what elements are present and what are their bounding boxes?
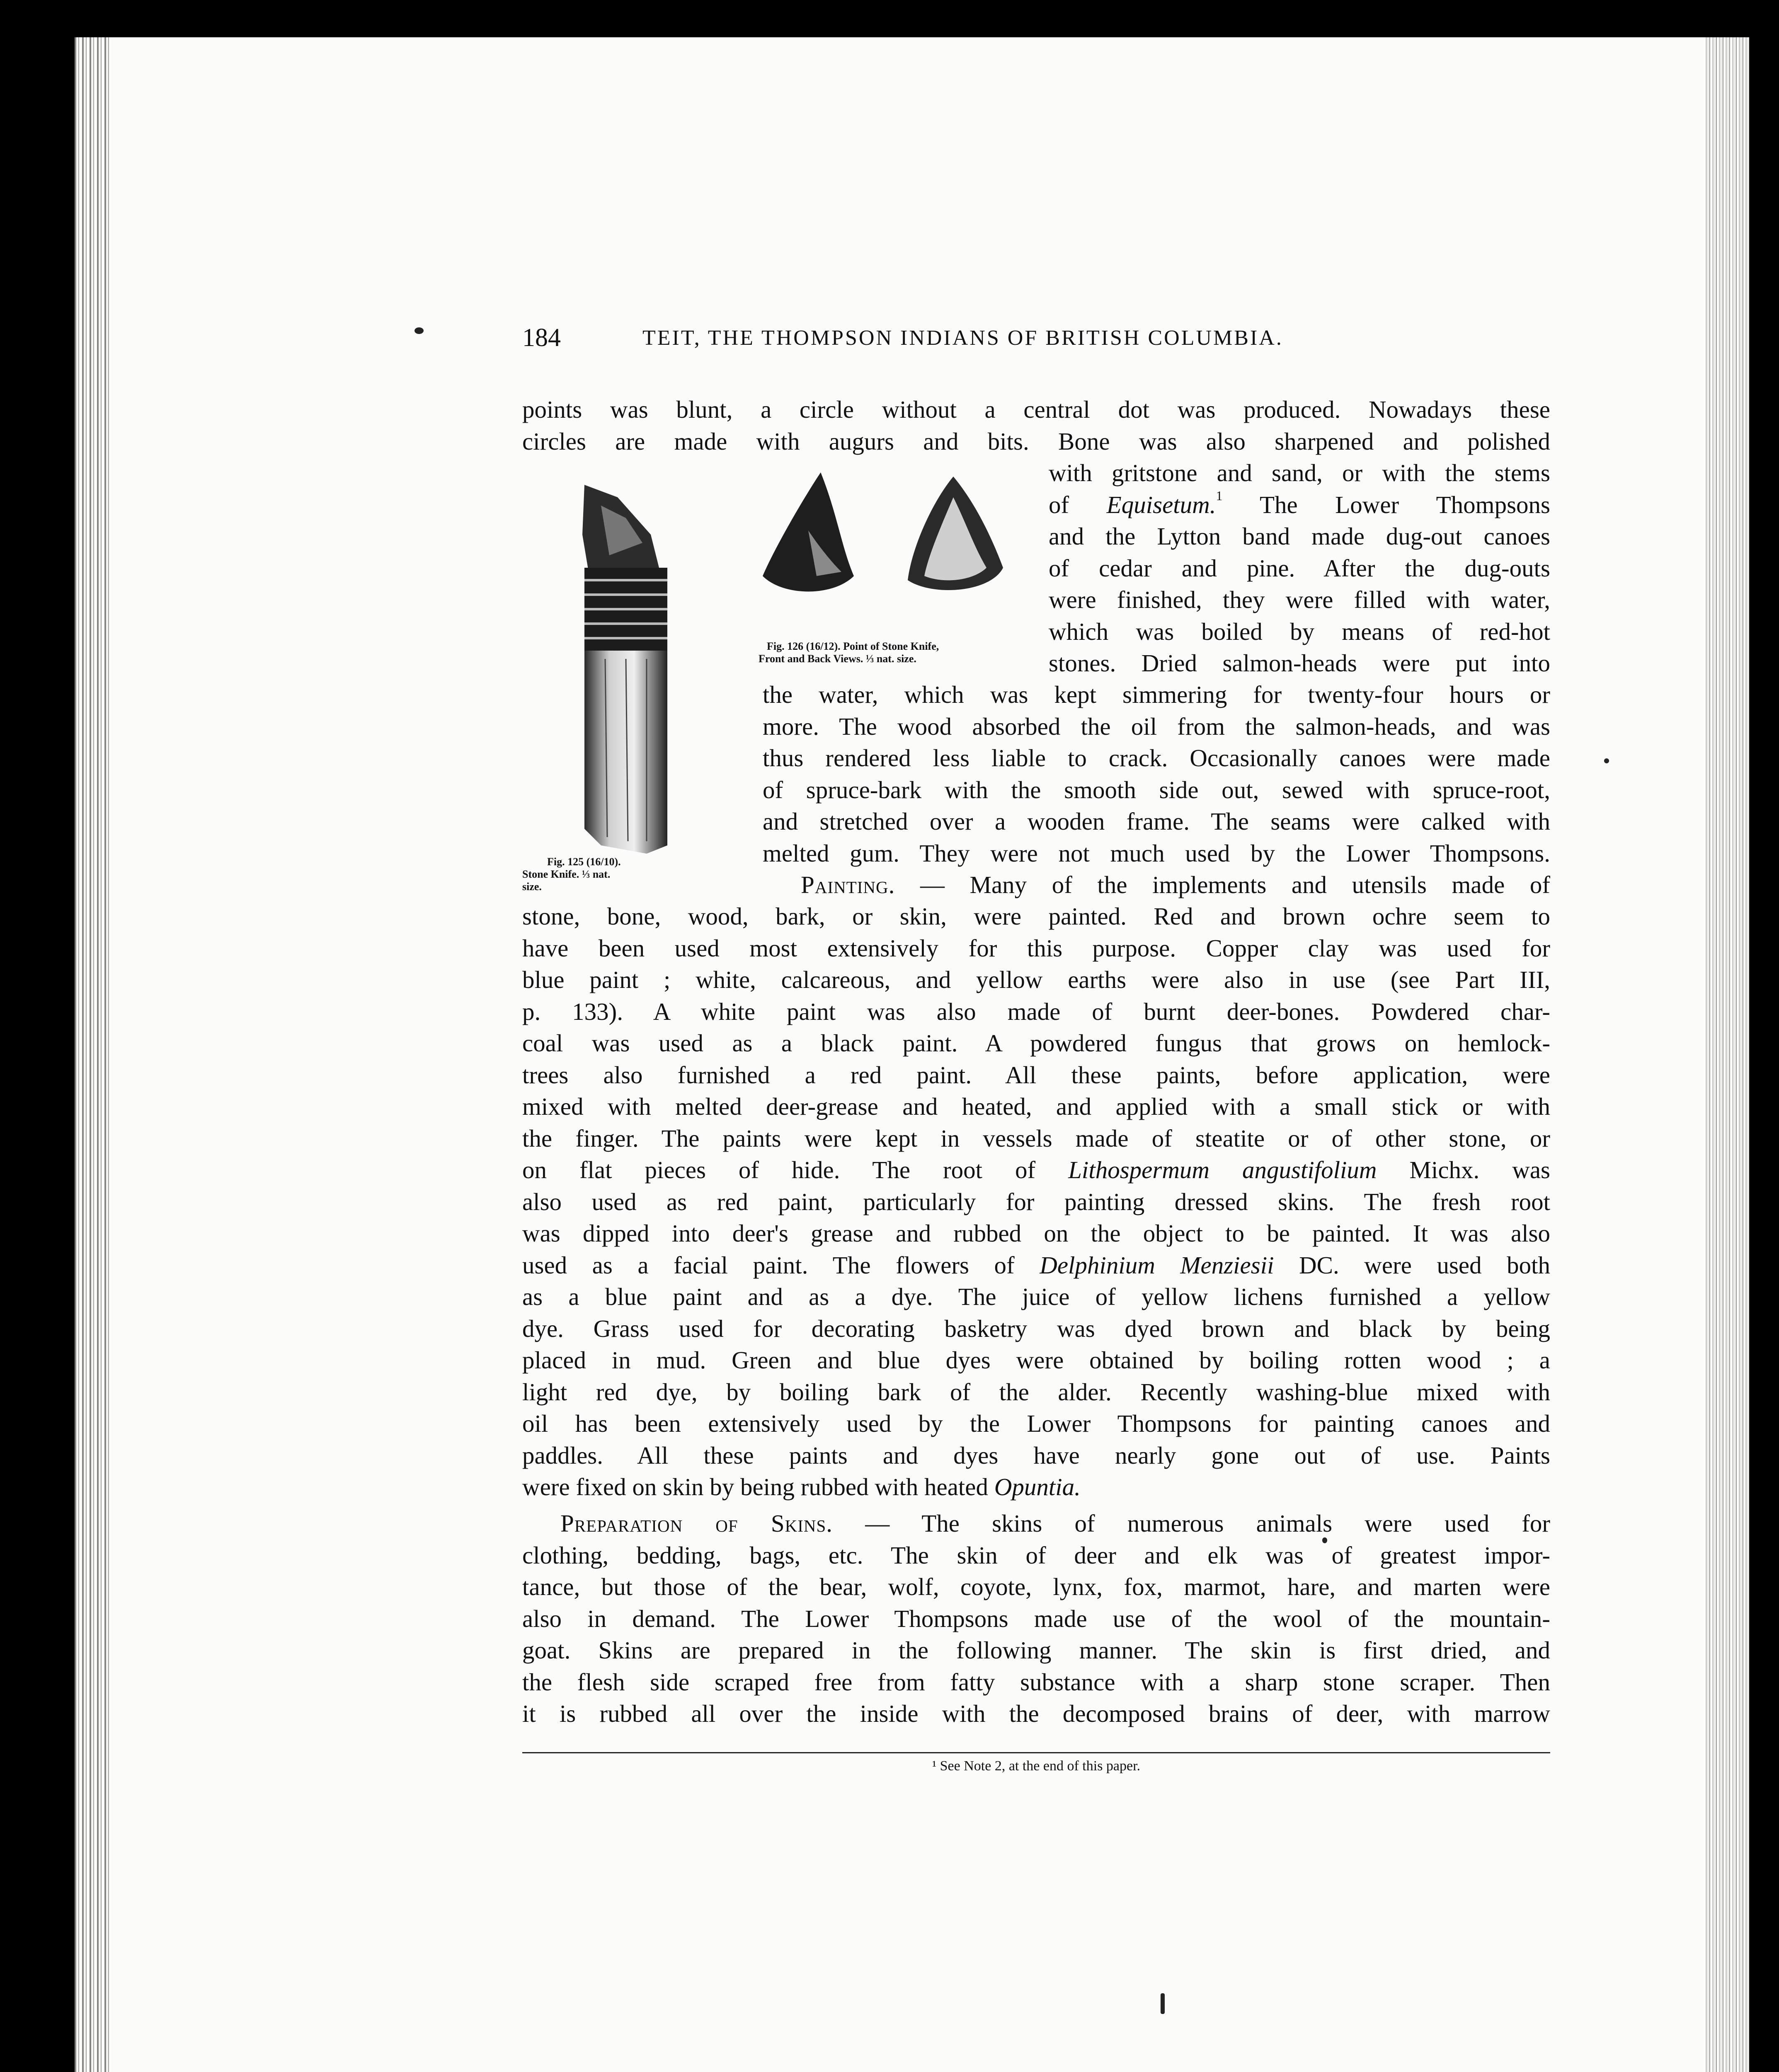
text-line: on flat pieces of hide. The root of Lithospermum angustifolium Michx. was <box>522 1156 1551 1184</box>
text-line: as a blue paint and as a dye. The juice of yellow lichens furnished a yellow <box>522 1283 1550 1310</box>
text-line: trees also furnished a red paint. All these paints, before application, were <box>522 1061 1550 1089</box>
text-line: have been used most extensively for this purpose. Copper clay was used for <box>522 934 1550 962</box>
paragraph-painting <box>522 900 1550 1503</box>
text-line: more. The wood absorbed the oil from the salmon-heads, and was <box>763 712 1550 740</box>
footnote: ¹ See Note 2, at the end of this paper. <box>932 1758 1141 1774</box>
text-line: the flesh side scraped free from fatty substance with a sharp stone scraper. Then <box>522 1668 1550 1696</box>
text-line: melted gum. They were not much used by the Lower Thompsons. <box>763 839 1550 867</box>
paragraph-intro <box>522 394 1550 457</box>
section-heading-painting: Painting. <box>801 871 895 898</box>
figure-125-caption-line: Stone Knife. ⅓ nat. <box>522 868 611 880</box>
figure-125-caption-line: size. <box>522 881 542 893</box>
page-number: 184 <box>522 324 561 352</box>
text-line: also in demand. The Lower Thompsons made use of the wool of the mountain- <box>522 1605 1550 1632</box>
text-line: stones. Dried salmon-heads were put into <box>1049 649 1550 677</box>
section-heading-skins: Preparation of Skins. <box>560 1510 833 1537</box>
paragraph-skins <box>522 1508 1550 1730</box>
paragraph-canoes <box>763 679 1550 901</box>
figure-126-caption-line: Fig. 126 (16/12). Point of Stone Knife, <box>767 640 939 652</box>
scan-edge-left <box>75 37 112 2072</box>
text-line: the finger. The paints were kept in vessels made of steatite or of other stone, or <box>522 1124 1550 1152</box>
text-line: which was boiled by means of red-hot <box>1049 617 1550 645</box>
text-line: mixed with melted deer-grease and heated, and applied with a small stick or with <box>522 1093 1550 1120</box>
text-line: circles are made with augurs and bits. Bone was also sharpened and polished <box>522 427 1550 455</box>
text-line: of cedar and pine. After the dug-outs <box>1049 554 1550 582</box>
text-line: clothing, bedding, bags, etc. The skin of deer and elk was of greatest impor- <box>522 1541 1550 1569</box>
running-title: TEIT, THE THOMPSON INDIANS OF BRITISH COLUMBIA. <box>642 326 1283 350</box>
text-line: it is rubbed all over the inside with the decomposed brains of deer, with marrow <box>522 1700 1550 1727</box>
paragraph-wrap <box>1049 457 1550 679</box>
figure-126-caption-line: Front and Back Views. ⅓ nat. size. <box>759 653 916 665</box>
figure-125-caption-line: Fig. 125 (16/10). <box>547 856 621 868</box>
text-line: paddles. All these paints and dyes have nearly gone out of use. Paints <box>522 1441 1550 1469</box>
page-header <box>522 323 1550 361</box>
text-line: tance, but those of the bear, wolf, coyote, lynx, fox, marmot, hare, and marten were <box>522 1573 1550 1600</box>
text-line: points was blunt, a circle without a central dot was produced. Nowadays these <box>522 396 1550 423</box>
text-line: the water, which was kept simmering for twenty-four hours or <box>763 681 1550 708</box>
text-line: goat. Skins are prepared in the following manner. The skin is first dried, and <box>522 1636 1550 1664</box>
text-line: placed in mud. Green and blue dyes were obtained by boiling rotten wood ; a <box>522 1346 1550 1374</box>
text-line: p. 133). A white paint was also made of burnt deer-bones. Powdered char- <box>522 997 1550 1025</box>
text-line: dye. Grass used for decorating basketry was dyed brown and black by being <box>522 1314 1550 1342</box>
scan-edge-right <box>1704 37 1749 2072</box>
text-line: light red dye, by boiling bark of the alder. Recently washing-blue mixed with <box>522 1378 1550 1406</box>
figure-126-knife-point <box>759 464 1016 665</box>
knife-point-illustration <box>759 464 1016 601</box>
speck <box>1161 1993 1165 2014</box>
text-line: thus rendered less liable to crack. Occasionally canoes were made <box>763 744 1550 772</box>
text-line: of Equisetum.$^1$ The Lower Thompsons <box>1049 488 1550 518</box>
footnote-divider <box>522 1752 1550 1753</box>
text-line: Painting. — Many of the implements and utensils made of <box>801 871 1551 898</box>
text-line: with gritstone and sand, or with the stems <box>1049 459 1550 487</box>
text-line: and the Lytton band made dug-out canoes <box>1049 523 1550 550</box>
speck <box>1604 758 1609 763</box>
text-line: of spruce-bark with the smooth side out, sewed with spruce-root, <box>763 776 1550 804</box>
text-line: Preparation of Skins. — The skins of numerous animals were used for <box>560 1510 1551 1537</box>
speck <box>414 327 424 334</box>
stone-knife-illustration <box>522 472 734 879</box>
figure-125-stone-knife <box>522 472 734 893</box>
text-line: also used as red paint, particularly for painting dressed skins. The fresh root <box>522 1188 1550 1215</box>
text-line: coal was used as a black paint. A powdered fungus that grows on hemlock- <box>522 1029 1550 1057</box>
text-line: stone, bone, wood, bark, or skin, were painted. Red and brown ochre seem to <box>522 903 1550 930</box>
text-line: were finished, they were filled with water, <box>1049 586 1550 613</box>
text-line: oil has been extensively used by the Lower Thompsons for painting canoes and <box>522 1410 1550 1437</box>
text-line: was dipped into deer's grease and rubbed on the object to be painted. It was also <box>522 1220 1550 1247</box>
text-line: blue paint ; white, calcareous, and yellow earths were also in use (see Part III, <box>522 966 1550 993</box>
text-line: were fixed on skin by being rubbed with heated Opuntia. <box>522 1473 1081 1501</box>
text-line: used as a facial paint. The flowers of Delphinium Menziesii DC. were used both <box>522 1251 1551 1279</box>
text-line: and stretched over a wooden frame. The seams were calked with <box>763 808 1550 835</box>
